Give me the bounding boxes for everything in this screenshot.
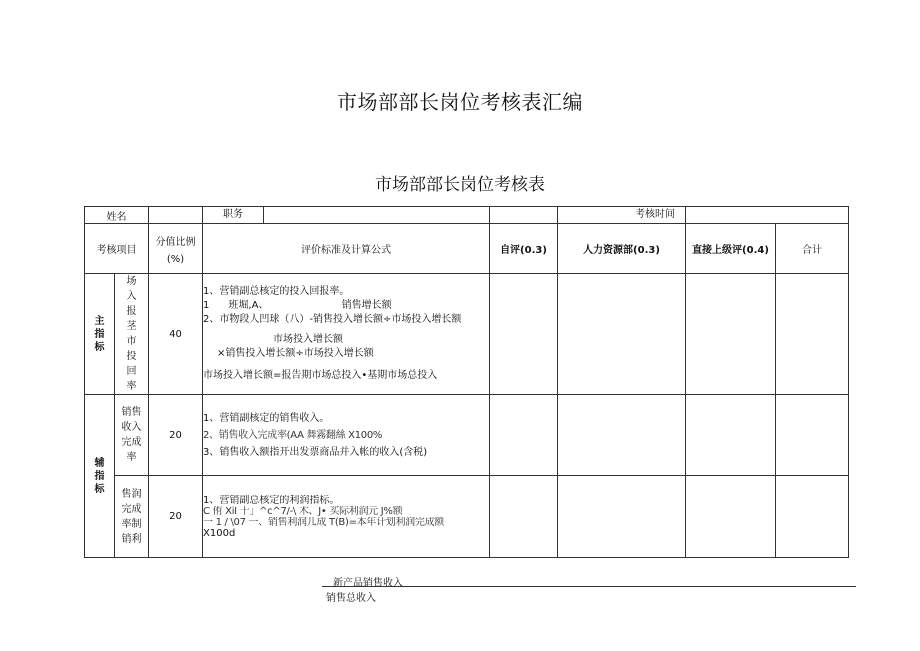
criteria-line: C 侑 XiI 十」^c^7/-\ 木、J• 买际利润元 J%额: [203, 505, 403, 517]
fraction-denominator: 销售总收入: [326, 593, 376, 604]
indicator-name: [115, 395, 149, 476]
table-row: [85, 274, 849, 395]
col-weight-line2: (%): [166, 253, 185, 265]
table-title: 市场部部长岗位考核表: [375, 175, 545, 195]
col-superior: 直接上级评(0.4): [686, 224, 776, 274]
indicator-criteria: [203, 274, 490, 395]
criteria-line: 2、销售收入完成率(AA 舞霧翻絲 X100%: [203, 429, 383, 441]
criteria-line: 1、营销副总核定的投入回报率。: [203, 286, 350, 297]
indicator-name-text: 销售收入完成率: [121, 407, 142, 463]
col-weight: [149, 224, 203, 274]
self-score-cell[interactable]: [490, 395, 558, 476]
criteria-line: 1、营销副总核定的利润指标。: [203, 494, 340, 506]
info-row: [85, 207, 849, 224]
criteria-line: ×销售投入增长额÷市场投入增长额: [217, 348, 374, 359]
name-label: 姓名: [85, 207, 149, 224]
criteria-line: 一 1 / \07 一、销售利润儿成 T(B)=本年计划利润完成额: [203, 516, 444, 528]
criteria-line: 1、营销副核定的销售收入。: [203, 412, 330, 424]
fraction-numerator: 新产品销售收入: [333, 578, 403, 589]
criteria-line: 2、市物段人凹球（八）-销售投入增长额÷市场投入增长额: [203, 314, 462, 325]
category-main: [85, 274, 115, 395]
fraction-line: [322, 586, 856, 587]
category-aux-label: 辅指标: [94, 457, 105, 495]
position-value-cont[interactable]: [490, 207, 558, 224]
indicator-score: 20: [149, 395, 203, 476]
category-main-label: 主指标: [94, 315, 105, 353]
indicator-name: [115, 274, 149, 395]
total-score-cell[interactable]: [776, 476, 849, 558]
col-criteria: 评价标准及计算公式: [203, 224, 490, 274]
criteria-line: 市场投入增长额=报告期市场总投入•基期市场总投入: [203, 370, 438, 381]
table-row: [85, 395, 849, 476]
indicator-criteria: [203, 476, 490, 558]
category-aux: [85, 395, 115, 558]
criteria-line: 3、销售收入额指开出发票商品并入帐的收入(含税): [203, 446, 428, 458]
self-score-cell[interactable]: [490, 274, 558, 395]
indicator-name: [115, 476, 149, 558]
col-self: 自评(0.3): [490, 224, 558, 274]
col-hr: 人力资源部(0.3): [558, 224, 686, 274]
column-header-row: [85, 224, 849, 274]
criteria-line: 1 班堀,A、 销售增长额: [203, 300, 392, 311]
indicator-name-text: 售润完成率制销利: [121, 488, 142, 545]
hr-score-cell[interactable]: [558, 274, 686, 395]
position-value-cell[interactable]: [264, 207, 489, 223]
indicator-criteria: [203, 395, 490, 476]
criteria-line: X100d: [203, 527, 236, 539]
indicator-score: 20: [149, 476, 203, 558]
table-row: [85, 476, 849, 558]
position-cell: [203, 207, 490, 224]
indicator-score: 40: [149, 274, 203, 395]
document-title: 市场部部长岗位考核表汇编: [337, 90, 583, 114]
col-item: 考核项目: [85, 224, 149, 274]
total-score-cell[interactable]: [776, 274, 849, 395]
time-label: 考核时间: [635, 209, 675, 220]
position-label: 职务: [203, 207, 264, 223]
total-score-cell[interactable]: [776, 395, 849, 476]
time-cell: [558, 207, 686, 224]
hr-score-cell[interactable]: [558, 395, 686, 476]
criteria-line: 市场投入增长额: [273, 334, 343, 345]
superior-score-cell[interactable]: [686, 274, 776, 395]
time-value-cell[interactable]: [686, 207, 849, 224]
evaluation-table: [84, 206, 849, 558]
superior-score-cell[interactable]: [686, 476, 776, 558]
self-score-cell[interactable]: [490, 476, 558, 558]
indicator-name-text: 场入报茎市投回率: [126, 276, 137, 392]
superior-score-cell[interactable]: [686, 395, 776, 476]
hr-score-cell[interactable]: [558, 476, 686, 558]
name-value-cell[interactable]: [149, 207, 203, 224]
col-total: 合计: [776, 224, 849, 274]
col-weight-line1: 分值比例: [155, 236, 196, 248]
